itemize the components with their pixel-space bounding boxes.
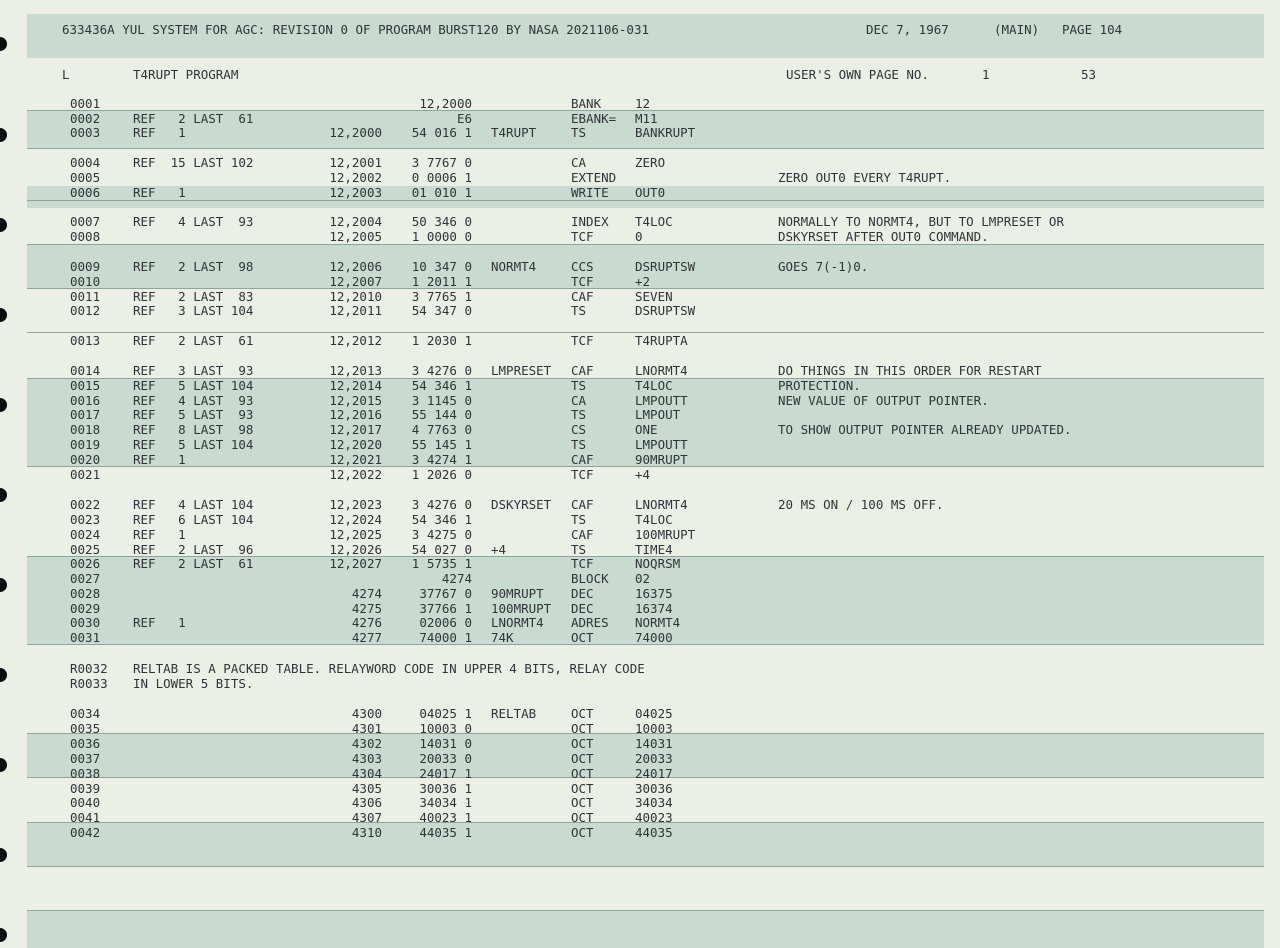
line-word: 3 4276 0	[411, 363, 472, 378]
line-num: 0030	[70, 615, 101, 630]
line-op: TCF	[571, 467, 594, 482]
line-ref: REF 3 LAST 93	[133, 363, 254, 378]
line-operand: 14031	[635, 736, 673, 751]
line-loc: 4310	[351, 825, 382, 840]
line-num: 0016	[70, 393, 101, 408]
line-label: LNORMT4	[491, 615, 544, 630]
line-op: CAF	[571, 497, 594, 512]
listing-date: DEC 7, 1967	[866, 22, 949, 37]
line-operand: ZERO	[635, 155, 666, 170]
line-word: 24017 1	[419, 766, 472, 781]
line-loc: 4277	[351, 630, 382, 645]
line-ref: REF 1	[133, 452, 186, 467]
line-ref: REF 6 LAST 104	[133, 512, 254, 527]
line-word: 55 145 1	[411, 437, 472, 452]
paper-rule	[27, 148, 1264, 149]
line-word: 12,2000	[419, 96, 472, 111]
line-loc: 12,2017	[329, 422, 382, 437]
line-num: 0004	[70, 155, 101, 170]
line-loc: 4305	[351, 781, 382, 796]
line-word: 10 347 0	[411, 259, 472, 274]
line-operand: T4LOC	[635, 378, 673, 393]
line-comment: DO THINGS IN THIS ORDER FOR RESTART	[778, 363, 1042, 378]
line-loc: 12,2026	[329, 542, 382, 557]
line-word: 3 1145 0	[411, 393, 472, 408]
line-ref: REF 15 LAST 102	[133, 155, 254, 170]
line-op: OCT	[571, 795, 594, 810]
line-comment: 20 MS ON / 100 MS OFF.	[778, 497, 944, 512]
tractor-hole	[0, 128, 7, 142]
line-loc: 12,2010	[329, 289, 382, 304]
line-op: CAF	[571, 452, 594, 467]
paper-rule	[27, 910, 1264, 911]
line-operand: 30036	[635, 781, 673, 796]
line-loc: 12,2000	[329, 125, 382, 140]
line-word: 54 346 1	[411, 512, 472, 527]
line-operand: LMPOUTT	[635, 437, 688, 452]
line-word: 1 2030 1	[411, 333, 472, 348]
line-operand: 34034	[635, 795, 673, 810]
line-operand: 16375	[635, 586, 673, 601]
line-op: EBANK=	[571, 111, 617, 126]
line-num: 0011	[70, 289, 101, 304]
line-ref: IN LOWER 5 BITS.	[133, 676, 254, 691]
line-num: 0008	[70, 229, 101, 244]
line-loc: 4307	[351, 810, 382, 825]
line-operand: 20033	[635, 751, 673, 766]
line-operand: 12	[635, 96, 651, 111]
line-operand: 100MRUPT	[635, 527, 696, 542]
line-word: 44035 1	[419, 825, 472, 840]
line-label: T4RUPT	[491, 125, 537, 140]
line-operand: T4RUPTA	[635, 333, 688, 348]
line-label: LMPRESET	[491, 363, 552, 378]
line-loc: 4306	[351, 795, 382, 810]
line-num: 0017	[70, 407, 101, 422]
line-ref: RELTAB IS A PACKED TABLE. RELAYWORD CODE IN UPPER 4 BITS, RELAY CODE	[133, 661, 645, 676]
line-operand: LNORMT4	[635, 497, 688, 512]
tractor-hole	[0, 398, 7, 412]
line-loc: 12,2022	[329, 467, 382, 482]
line-loc: 12,2011	[329, 303, 382, 318]
line-word: 0 0006 1	[411, 170, 472, 185]
line-operand: 02	[635, 571, 651, 586]
line-ref: REF 1	[133, 125, 186, 140]
line-loc: 12,2025	[329, 527, 382, 542]
line-num: 0028	[70, 586, 101, 601]
line-num: 0038	[70, 766, 101, 781]
line-word: 4274	[441, 571, 472, 586]
line-loc: 12,2003	[329, 185, 382, 200]
line-op: TS	[571, 512, 587, 527]
line-op: WRITE	[571, 185, 609, 200]
line-comment: NORMALLY TO NORMT4, BUT TO LMPRESET OR	[778, 214, 1064, 229]
line-loc: 12,2002	[329, 170, 382, 185]
line-loc: 12,2001	[329, 155, 382, 170]
line-loc: 4304	[351, 766, 382, 781]
line-word: 04025 1	[419, 706, 472, 721]
line-word: 30036 1	[419, 781, 472, 796]
line-op: TS	[571, 407, 587, 422]
line-word: 02006 0	[419, 615, 472, 630]
line-op: ADRES	[571, 615, 609, 630]
line-label: 100MRUPT	[491, 601, 552, 616]
line-num: 0022	[70, 497, 101, 512]
line-op: BLOCK	[571, 571, 609, 586]
line-op: CA	[571, 393, 587, 408]
line-word: 54 027 0	[411, 542, 472, 557]
line-num: 0037	[70, 751, 101, 766]
line-word: 37766 1	[419, 601, 472, 616]
line-operand: DSRUPTSW	[635, 303, 696, 318]
line-word: 01 010 1	[411, 185, 472, 200]
line-word: 1 5735 1	[411, 556, 472, 571]
line-loc: 4300	[351, 706, 382, 721]
line-word: 10003 0	[419, 721, 472, 736]
line-num: 0003	[70, 125, 101, 140]
line-word: 1 0000 0	[411, 229, 472, 244]
line-num: 0026	[70, 556, 101, 571]
line-comment: NEW VALUE OF OUTPUT POINTER.	[778, 393, 989, 408]
line-num: 0005	[70, 170, 101, 185]
line-label: +4	[491, 542, 507, 557]
line-op: TS	[571, 378, 587, 393]
line-word: 1 2026 0	[411, 467, 472, 482]
line-ref: REF 1	[133, 527, 186, 542]
line-op: OCT	[571, 751, 594, 766]
line-operand: LMPOUT	[635, 407, 681, 422]
line-ref: REF 5 LAST 104	[133, 378, 254, 393]
line-word: 54 347 0	[411, 303, 472, 318]
line-num: 0010	[70, 274, 101, 289]
line-operand: 24017	[635, 766, 673, 781]
line-num: 0041	[70, 810, 101, 825]
line-op: OCT	[571, 825, 594, 840]
line-op: TS	[571, 303, 587, 318]
line-comment: TO SHOW OUTPUT POINTER ALREADY UPDATED.	[778, 422, 1072, 437]
line-loc: 4301	[351, 721, 382, 736]
line-op: OCT	[571, 721, 594, 736]
line-num: 0014	[70, 363, 101, 378]
program-name: T4RUPT PROGRAM	[133, 67, 239, 82]
line-loc: 12,2006	[329, 259, 382, 274]
line-op: TCF	[571, 274, 594, 289]
line-num: 0002	[70, 111, 101, 126]
line-num: 0009	[70, 259, 101, 274]
line-num: 0019	[70, 437, 101, 452]
line-num: R0033	[70, 676, 108, 691]
line-op: TS	[571, 125, 587, 140]
line-loc: 12,2015	[329, 393, 382, 408]
line-op: CA	[571, 155, 587, 170]
tractor-hole	[0, 848, 7, 862]
line-operand: SEVEN	[635, 289, 673, 304]
line-comment: GOES 7(-1)0.	[778, 259, 869, 274]
line-operand: +2	[635, 274, 651, 289]
line-operand: NOQRSM	[635, 556, 681, 571]
line-operand: 0	[635, 229, 643, 244]
line-num: 0035	[70, 721, 101, 736]
line-ref: REF 4 LAST 104	[133, 497, 254, 512]
line-loc: 12,2023	[329, 497, 382, 512]
line-word: 3 4275 0	[411, 527, 472, 542]
line-comment: PROTECTION.	[778, 378, 861, 393]
line-word: 34034 1	[419, 795, 472, 810]
line-num: 0027	[70, 571, 101, 586]
line-word: 40023 1	[419, 810, 472, 825]
line-op: TS	[571, 437, 587, 452]
page-right-number: 53	[1081, 67, 1097, 82]
tractor-hole	[0, 218, 7, 232]
line-num: 0023	[70, 512, 101, 527]
tractor-hole	[0, 758, 7, 772]
line-ref: REF 2 LAST 61	[133, 333, 254, 348]
line-op: OCT	[571, 736, 594, 751]
paper-rule	[27, 200, 1264, 201]
line-num: 0012	[70, 303, 101, 318]
line-op: OCT	[571, 781, 594, 796]
paper-rule	[27, 244, 1264, 245]
line-ref: REF 4 LAST 93	[133, 393, 254, 408]
line-word: 20033 0	[419, 751, 472, 766]
line-word: 55 144 0	[411, 407, 472, 422]
line-label: RELTAB	[491, 706, 537, 721]
line-ref: REF 2 LAST 61	[133, 556, 254, 571]
line-operand: LNORMT4	[635, 363, 688, 378]
line-loc: 12,2020	[329, 437, 382, 452]
line-loc: 4302	[351, 736, 382, 751]
line-num: 0020	[70, 452, 101, 467]
line-num: 0034	[70, 706, 101, 721]
line-operand: TIME4	[635, 542, 673, 557]
line-ref: REF 2 LAST 83	[133, 289, 254, 304]
line-loc: 12,2005	[329, 229, 382, 244]
line-ref: REF 5 LAST 104	[133, 437, 254, 452]
line-word: E6	[456, 111, 472, 126]
log-section-code: L	[62, 67, 70, 82]
line-word: 3 4274 1	[411, 452, 472, 467]
line-operand: DSRUPTSW	[635, 259, 696, 274]
own-page-number: 1	[982, 67, 990, 82]
line-word: 74000 1	[419, 630, 472, 645]
line-loc: 12,2012	[329, 333, 382, 348]
line-operand: T4LOC	[635, 512, 673, 527]
tractor-hole	[0, 668, 7, 682]
line-num: 0040	[70, 795, 101, 810]
line-word: 4 7763 0	[411, 422, 472, 437]
line-word: 3 7767 0	[411, 155, 472, 170]
line-op: CAF	[571, 527, 594, 542]
line-label: 74K	[491, 630, 514, 645]
line-operand: +4	[635, 467, 651, 482]
line-operand: BANKRUPT	[635, 125, 696, 140]
line-num: 0001	[70, 96, 101, 111]
line-operand: LMPOUTT	[635, 393, 688, 408]
line-num: 0013	[70, 333, 101, 348]
line-num: 0024	[70, 527, 101, 542]
line-num: 0039	[70, 781, 101, 796]
line-num: 0036	[70, 736, 101, 751]
own-page-label: USER'S OWN PAGE NO.	[786, 67, 929, 82]
line-op: INDEX	[571, 214, 609, 229]
line-word: 3 7765 1	[411, 289, 472, 304]
line-operand: T4LOC	[635, 214, 673, 229]
listing-page: PAGE 104	[1062, 22, 1123, 37]
line-num: 0006	[70, 185, 101, 200]
line-operand: 74000	[635, 630, 673, 645]
line-word: 50 346 0	[411, 214, 472, 229]
line-op: CAF	[571, 289, 594, 304]
line-ref: REF 3 LAST 104	[133, 303, 254, 318]
line-loc: 4276	[351, 615, 382, 630]
line-op: EXTEND	[571, 170, 617, 185]
line-num: 0025	[70, 542, 101, 557]
line-num: R0032	[70, 661, 108, 676]
line-comment: ZERO OUT0 EVERY T4RUPT.	[778, 170, 952, 185]
line-operand: 10003	[635, 721, 673, 736]
line-num: 0029	[70, 601, 101, 616]
line-word: 37767 0	[419, 586, 472, 601]
line-loc: 12,2014	[329, 378, 382, 393]
line-op: OCT	[571, 810, 594, 825]
line-loc: 4303	[351, 751, 382, 766]
paper-band	[27, 910, 1264, 948]
line-op: CS	[571, 422, 587, 437]
line-num: 0007	[70, 214, 101, 229]
line-loc: 12,2007	[329, 274, 382, 289]
line-loc: 12,2021	[329, 452, 382, 467]
line-ref: REF 2 LAST 61	[133, 111, 254, 126]
line-op: DEC	[571, 586, 594, 601]
line-operand: OUT0	[635, 185, 666, 200]
line-ref: REF 1	[133, 185, 186, 200]
line-label: NORMT4	[491, 259, 537, 274]
tractor-hole	[0, 578, 7, 592]
line-loc: 12,2016	[329, 407, 382, 422]
line-op: TS	[571, 542, 587, 557]
line-op: OCT	[571, 706, 594, 721]
line-ref: REF 5 LAST 93	[133, 407, 254, 422]
line-op: TCF	[571, 229, 594, 244]
line-ref: REF 1	[133, 615, 186, 630]
line-word: 54 016 1	[411, 125, 472, 140]
line-num: 0015	[70, 378, 101, 393]
line-label: 90MRUPT	[491, 586, 544, 601]
line-op: TCF	[571, 556, 594, 571]
line-op: OCT	[571, 630, 594, 645]
line-operand: 44035	[635, 825, 673, 840]
line-num: 0021	[70, 467, 101, 482]
tractor-hole	[0, 37, 7, 51]
line-operand: 90MRUPT	[635, 452, 688, 467]
line-loc: 4274	[351, 586, 382, 601]
tractor-hole	[0, 488, 7, 502]
line-label: DSKYRSET	[491, 497, 552, 512]
tractor-hole	[0, 308, 7, 322]
line-op: BANK	[571, 96, 602, 111]
line-ref: REF 2 LAST 96	[133, 542, 254, 557]
line-num: 0031	[70, 630, 101, 645]
line-ref: REF 4 LAST 93	[133, 214, 254, 229]
line-operand: 16374	[635, 601, 673, 616]
line-op: CAF	[571, 363, 594, 378]
line-ref: REF 8 LAST 98	[133, 422, 254, 437]
line-word: 14031 0	[419, 736, 472, 751]
line-word: 1 2011 1	[411, 274, 472, 289]
tractor-hole	[0, 928, 7, 942]
line-loc: 12,2027	[329, 556, 382, 571]
line-operand: NORMT4	[635, 615, 681, 630]
listing-title: 633436A YUL SYSTEM FOR AGC: REVISION 0 OF PROGRAM BURST120 BY NASA 2021106-031	[62, 22, 649, 37]
paper-rule	[27, 866, 1264, 867]
line-operand: 40023	[635, 810, 673, 825]
line-word: 54 346 1	[411, 378, 472, 393]
line-loc: 12,2004	[329, 214, 382, 229]
line-loc: 12,2024	[329, 512, 382, 527]
line-loc: 12,2013	[329, 363, 382, 378]
line-op: OCT	[571, 766, 594, 781]
line-op: DEC	[571, 601, 594, 616]
line-num: 0042	[70, 825, 101, 840]
line-op: CCS	[571, 259, 594, 274]
line-op: TCF	[571, 333, 594, 348]
line-operand: 04025	[635, 706, 673, 721]
line-ref: REF 2 LAST 98	[133, 259, 254, 274]
line-num: 0018	[70, 422, 101, 437]
line-loc: 4275	[351, 601, 382, 616]
line-comment: DSKYRSET AFTER OUT0 COMMAND.	[778, 229, 989, 244]
line-word: 3 4276 0	[411, 497, 472, 512]
line-operand: ONE	[635, 422, 658, 437]
line-operand: M11	[635, 111, 658, 126]
listing-section: (MAIN)	[994, 22, 1040, 37]
